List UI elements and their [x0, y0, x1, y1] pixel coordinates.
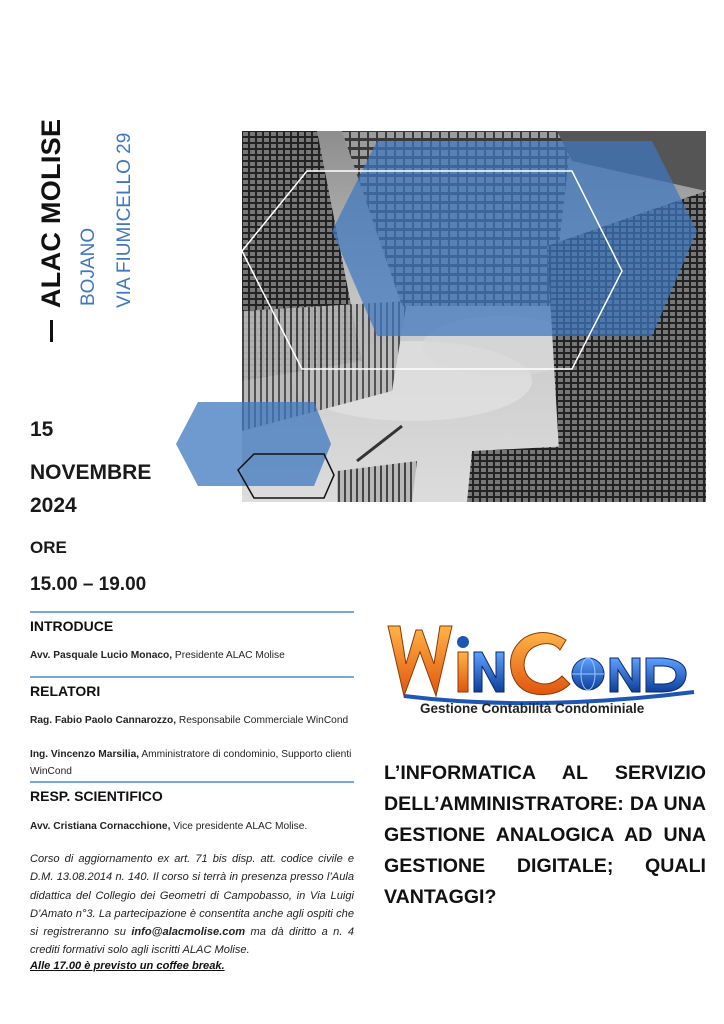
event-city: BOJANO [78, 227, 99, 306]
scientific-name: Avv. Cristiana Cornacchione, [30, 821, 171, 832]
speaker-role: Amministratore di condominio, Supporto clienti WinCond [30, 749, 352, 777]
association-title: ALAC MOLISE [36, 118, 66, 308]
event-year: 2024 [30, 494, 77, 517]
relatori-speaker-1 [30, 712, 352, 729]
logo-tagline: Gestione Contabilità Condominiale [420, 701, 645, 716]
section-divider [30, 611, 354, 613]
event-headline: L’INFORMATICA AL SERVIZIO DELL’AMMINISTRATORE: DA UNA GESTIONE ANALOGICA AD UNA GESTIONE DIGITALE; QUALI VANTAGGI? [384, 762, 706, 908]
speaker-name: Ing. Vincenzo Marsilia, [30, 749, 140, 760]
introduce-heading: INTRODUCE [30, 618, 114, 634]
header-bar-accent [50, 320, 53, 342]
scientific-lead [30, 818, 352, 835]
introduce-role: Presidente ALAC Molise [172, 650, 285, 661]
section-divider [30, 781, 354, 783]
description-text: Corso di aggiornamento ex art. 71 bis disp. att. codice civile e D.M. 13.08.2014 n. 140. Il corso si terrà in presenza presso l’Aula didattica del Collegio dei Geometri di Campobasso, in Via Luigi D’Amato n°3. La partecipazione è consentita anche agli ospiti che si registreranno su [30, 853, 354, 939]
speaker-name: Rag. Fabio Paolo Cannarozzo, [30, 715, 177, 726]
relatori-speaker-2 [30, 746, 352, 780]
contact-email-link[interactable]: info@alacmolise.com [131, 926, 246, 939]
introduce-name: Avv. Pasquale Lucio Monaco, [30, 650, 173, 661]
introduce-speaker [30, 647, 352, 664]
decorative-hexagon [176, 402, 336, 507]
relatori-heading: RELATORI [30, 683, 101, 699]
description-text-end: ma dà diritto a n. 4 crediti formativi solo agli iscritti ALAC Molise. [30, 926, 354, 957]
coffee-break-note: Alle 17.00 è previsto un coffee break. [30, 960, 225, 972]
event-time: 15.00 – 19.00 [30, 574, 147, 595]
scientific-role: Vice presidente ALAC Molise. [170, 821, 308, 832]
speaker-role: Responsabile Commerciale WinCond [176, 715, 349, 726]
scientific-heading: RESP. SCIENTIFICO [30, 788, 163, 804]
section-divider [30, 676, 354, 678]
course-description [30, 850, 354, 960]
event-day: 15 [30, 418, 54, 441]
event-address: VIA FIUMICELLO 29 [114, 132, 135, 308]
event-month: NOVEMBRE [30, 461, 152, 484]
event-time-label: ORE [30, 538, 67, 557]
